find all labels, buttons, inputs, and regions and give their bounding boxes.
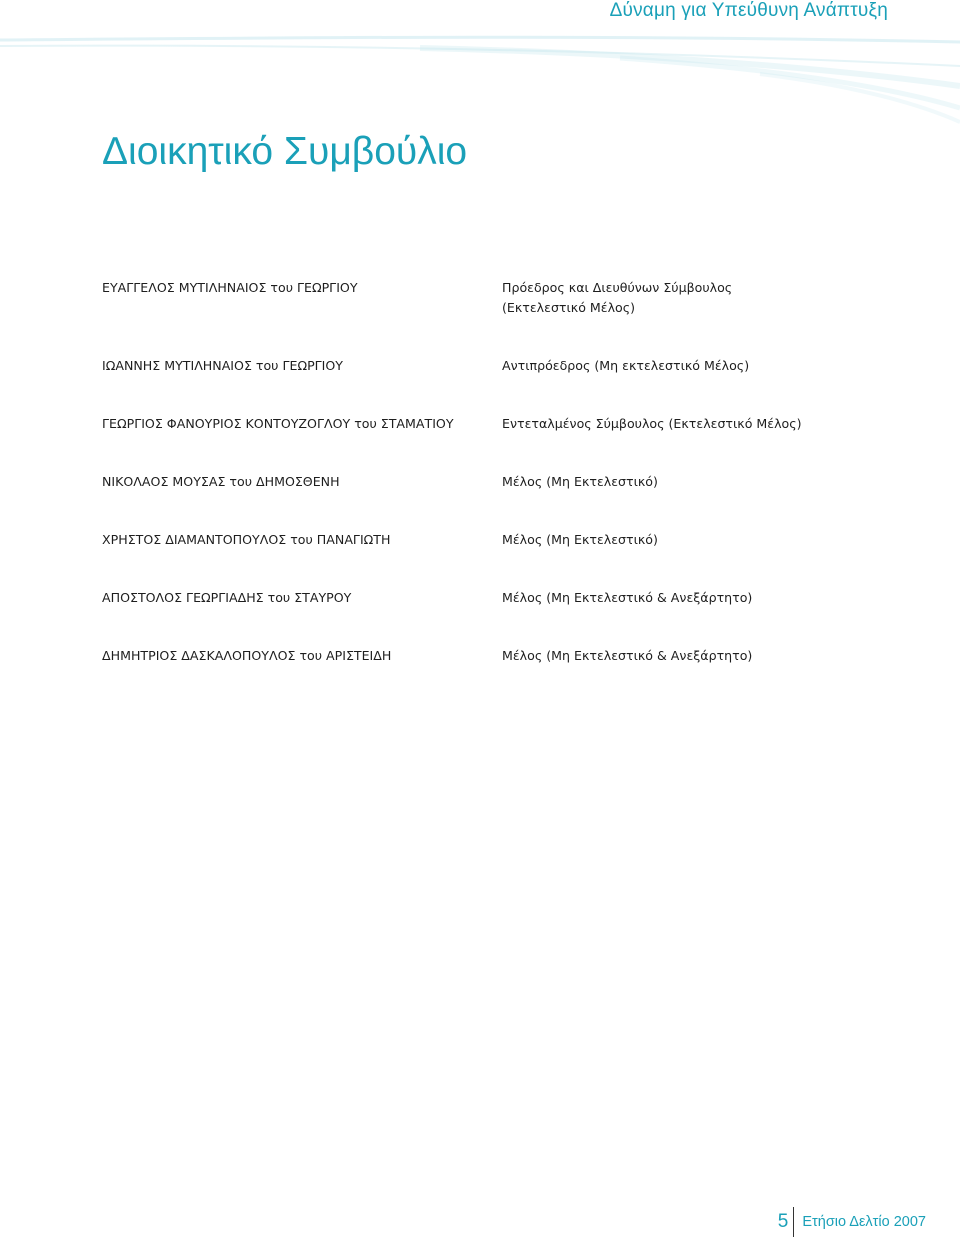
page-title: Διοικητικό Συμβούλιο [102,130,468,173]
member-name: ΔΗΜΗΤΡΙΟΣ ΔΑΣΚΑΛΟΠΟΥΛΟΣ του ΑΡΙΣΤΕΙΔΗ [102,648,392,663]
member-role [502,646,752,666]
header-tagline: Δύναμη για Υπεύθυνη Ανάπτυξη [609,0,888,21]
member-role-line: Μέλος (Μη Εκτελεστικό) [502,474,658,489]
publication-title: Ετήσιο Δελτίο 2007 [802,1214,926,1230]
member-name: ΓΕΩΡΓΙΟΣ ΦΑΝΟΥΡΙΟΣ ΚΟΝΤΟΥΖΟΓΛΟΥ του ΣΤΑΜΑΤΙΟΥ [102,416,454,431]
member-role [502,530,658,550]
member-name: ΧΡΗΣΤΟΣ ΔΙΑΜΑΝΤΟΠΟΥΛΟΣ του ΠΑΝΑΓΙΩΤΗ [102,532,391,547]
decorative-swoosh [0,22,960,132]
member-role-line: Μέλος (Μη Εκτελεστικό) [502,532,658,547]
member-role-line: Μέλος (Μη Εκτελεστικό & Ανεξάρτητο) [502,590,753,605]
member-role-line: Μέλος (Μη Εκτελεστικό & Ανεξάρτητο) [502,648,753,663]
member-role-line: (Εκτελεστικό Μέλος) [502,300,636,315]
member-role-line: Αντιπρόεδρος (Μη εκτελεστικό Μέλος) [502,358,750,373]
member-role [502,414,802,434]
page-footer [778,1207,926,1237]
member-name: ΑΠΟΣΤΟΛΟΣ ΓΕΩΡΓΙΑΔΗΣ του ΣΤΑΥΡΟΥ [102,590,352,605]
footer-divider [793,1207,794,1237]
page-number: 5 [777,1211,789,1232]
member-role [502,588,752,608]
member-name: ΙΩΑΝΝΗΣ ΜΥΤΙΛΗΝΑΙΟΣ του ΓΕΩΡΓΙΟΥ [102,358,344,373]
member-role-line: Εντεταλμένος Σύμβουλος (Εκτελεστικό Μέλος) [502,416,802,431]
member-role [502,356,749,376]
member-role [502,278,732,318]
member-role-line: Πρόεδρος και Διευθύνων Σύμβουλος [502,280,733,295]
member-name: ΝΙΚΟΛΑΟΣ ΜΟΥΣΑΣ του ΔΗΜΟΣΘΕΝΗ [102,474,340,489]
member-role [502,472,658,492]
member-name: ΕΥΑΓΓΕΛΟΣ ΜΥΤΙΛΗΝΑΙΟΣ του ΓΕΩΡΓΙΟΥ [102,280,358,295]
